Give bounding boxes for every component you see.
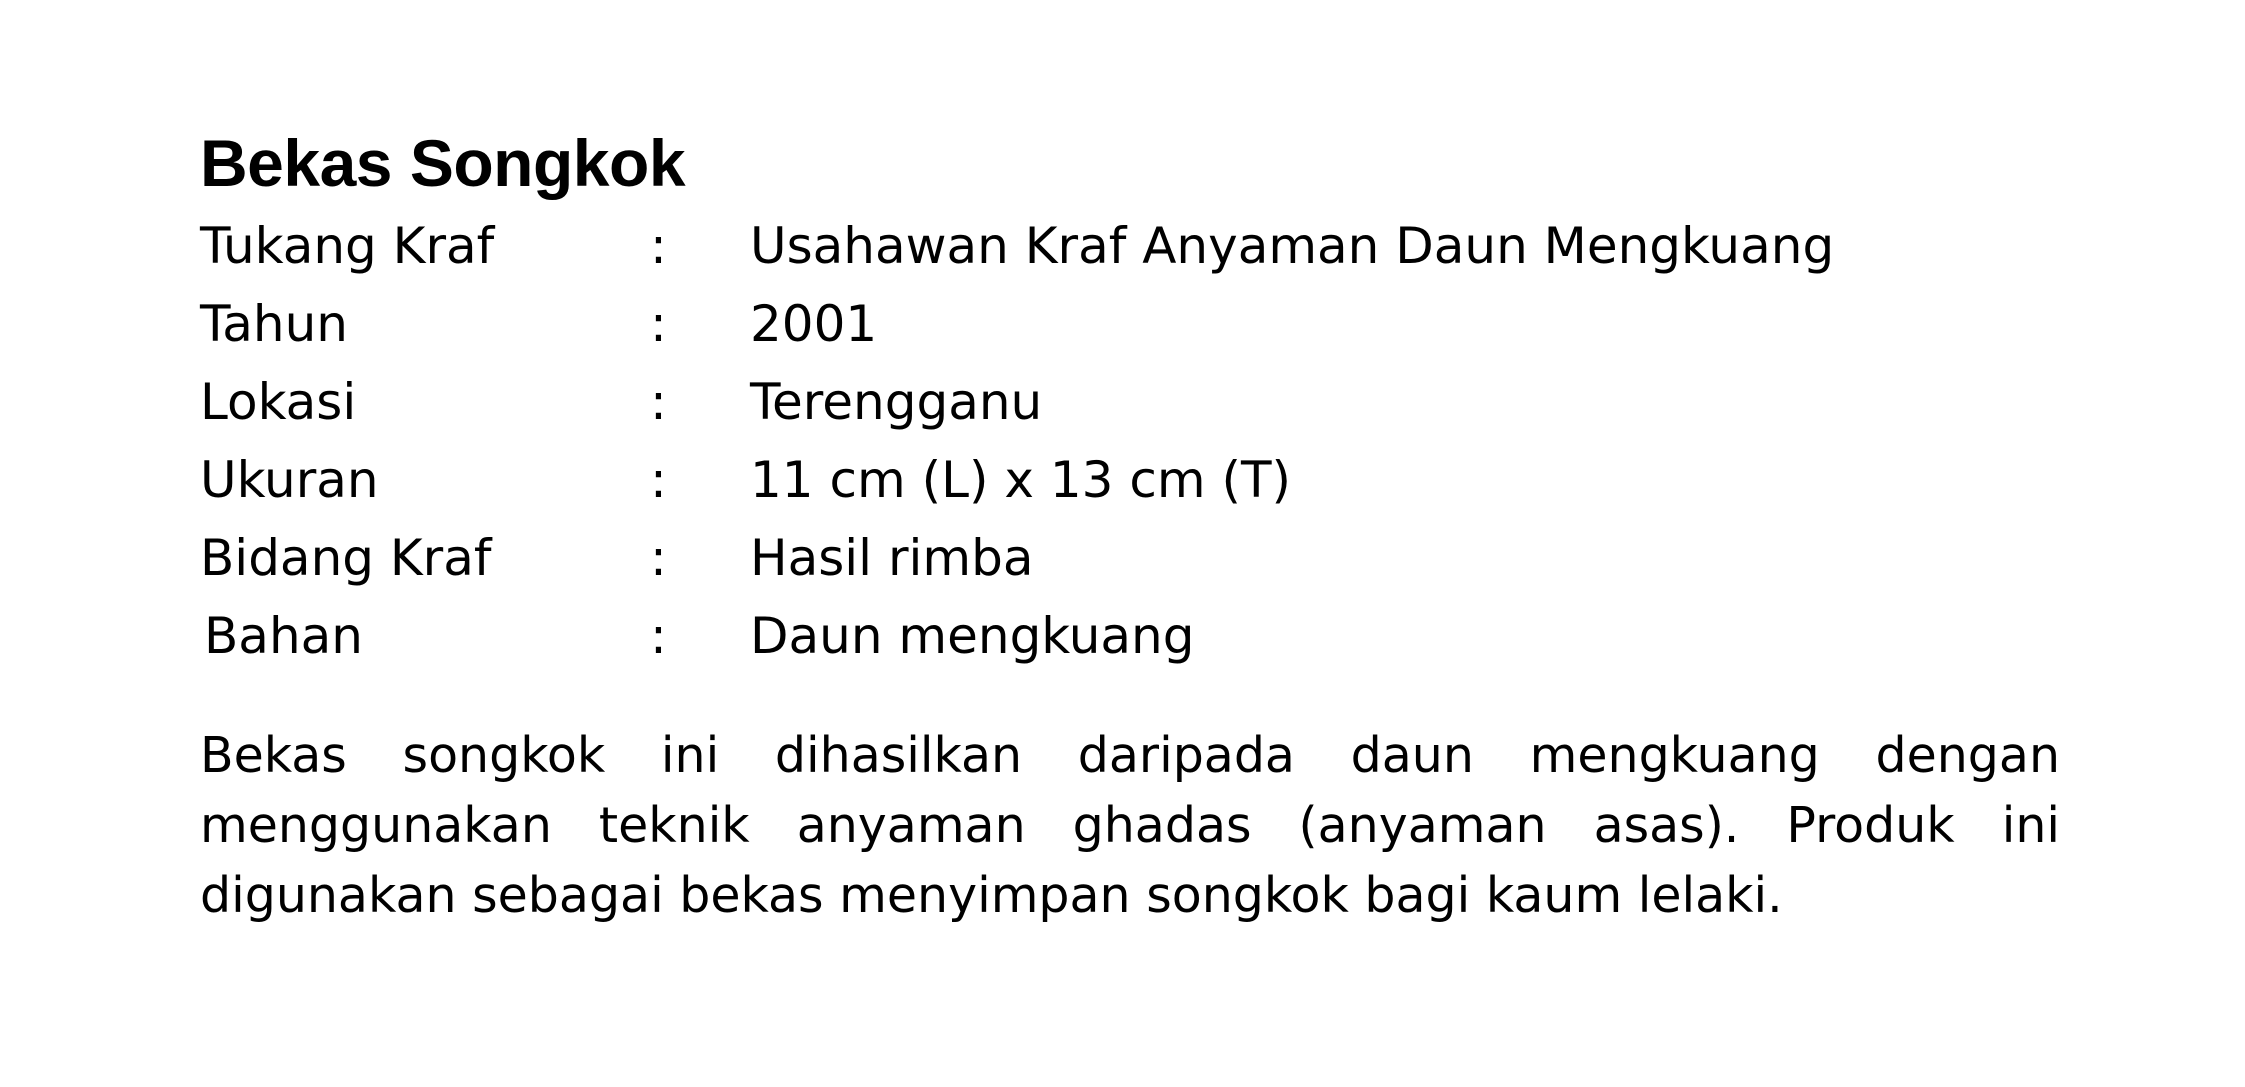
detail-separator: : bbox=[650, 529, 667, 587]
detail-value: Usahawan Kraf Anyaman Daun Mengkuang bbox=[750, 217, 1835, 275]
page-title: Bekas Songkok bbox=[200, 126, 686, 200]
detail-value: 11 cm (L) x 13 cm (T) bbox=[750, 451, 1292, 509]
detail-value: Terengganu bbox=[750, 373, 1043, 431]
detail-row-ukuran bbox=[200, 441, 2060, 519]
detail-label: Bidang Kraf bbox=[200, 529, 492, 587]
detail-row-bahan bbox=[200, 597, 2060, 675]
detail-value: 2001 bbox=[750, 295, 878, 353]
detail-label: Bahan bbox=[204, 607, 363, 665]
detail-separator: : bbox=[650, 295, 667, 353]
detail-label: Ukuran bbox=[200, 451, 379, 509]
detail-separator: : bbox=[650, 217, 667, 275]
detail-row-tukang-kraf bbox=[200, 207, 2060, 285]
description-paragraph: Bekas songkok ini dihasilkan daripada daun mengkuang dengan menggunakan teknik anyaman ghadas (anyaman asas). Produk ini digunakan sebagai bekas menyimpan songkok bagi kaum lelaki. bbox=[200, 727, 2060, 924]
detail-separator: : bbox=[650, 373, 667, 431]
detail-value: Hasil rimba bbox=[750, 529, 1034, 587]
detail-separator: : bbox=[650, 451, 667, 509]
detail-row-lokasi bbox=[200, 363, 2060, 441]
details-list bbox=[200, 207, 2060, 675]
detail-label: Tahun bbox=[200, 295, 348, 353]
detail-label: Tukang Kraf bbox=[200, 217, 495, 275]
detail-label: Lokasi bbox=[200, 373, 357, 431]
detail-value: Daun mengkuang bbox=[750, 607, 1195, 665]
detail-row-bidang-kraf bbox=[200, 519, 2060, 597]
detail-separator: : bbox=[650, 607, 667, 665]
document-page bbox=[200, 125, 2060, 980]
detail-row-tahun bbox=[200, 285, 2060, 363]
